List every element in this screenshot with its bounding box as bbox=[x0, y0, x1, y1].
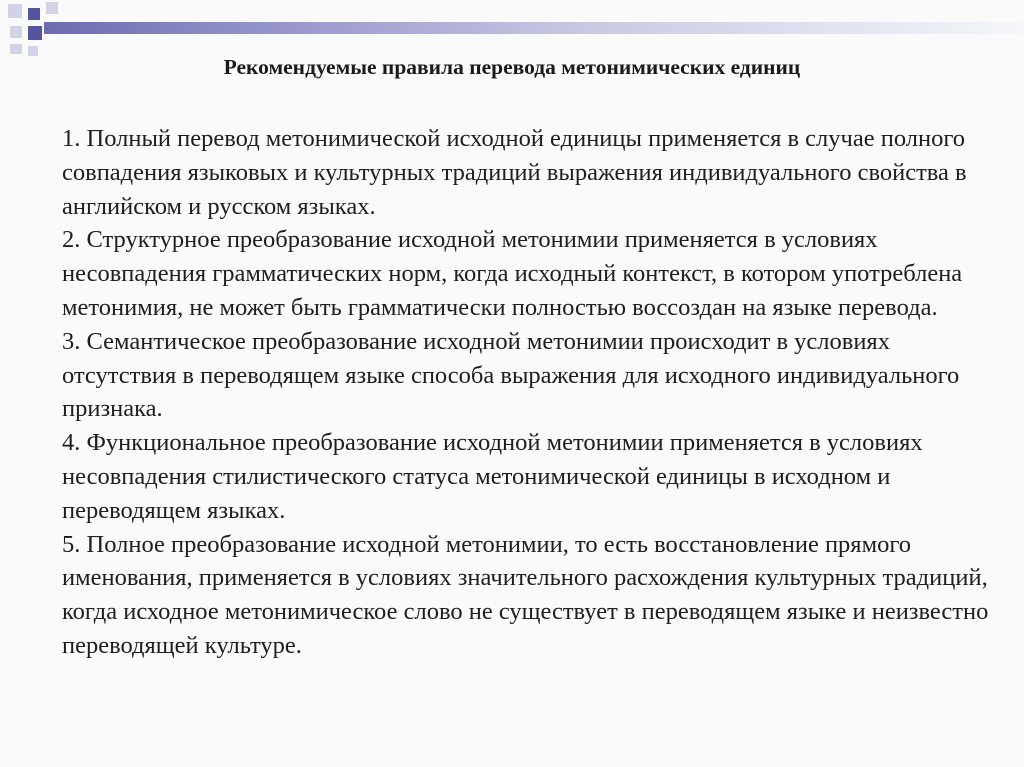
rule-item: 3. Семантическое преобразование исходной метонимии происходит в условиях отсутствия в переводящем языке способа выражения для исходного индивидуального признака. bbox=[62, 327, 960, 423]
decorative-square bbox=[28, 26, 42, 40]
rule-item: 4. Функциональное преобразование исходной метонимии применяется в условиях несовпадения стилистического статуса метонимической единицы в исходном и переводящем языках. bbox=[62, 429, 923, 524]
rules-list bbox=[62, 122, 1002, 663]
decorative-gradient-bar bbox=[44, 22, 1024, 34]
decorative-square bbox=[46, 2, 58, 14]
slide-title: Рекомендуемые правила перевода метонимических единиц bbox=[223, 55, 801, 79]
decorative-square bbox=[8, 4, 22, 18]
decorative-square bbox=[10, 26, 22, 38]
rule-item: 5. Полное преобразование исходной метонимии, то есть восстановление прямого именования, применяется в условиях значительного расхождения культурных традиций, когда исходное метонимическое слово не существует в переводящем языке и неизвестно переводящей культуре. bbox=[62, 530, 989, 659]
decorative-square bbox=[28, 8, 40, 20]
rule-item: 1. Полный перевод метонимической исходной единицы применяется в случае полного совпадения языковых и культурных традиций выражения индивидуального свойства в английском и русском языках. bbox=[62, 125, 967, 220]
rule-item: 2. Структурное преобразование исходной метонимии применяется в условиях несовпадения грамматических норм, когда исходный контекст, в котором употреблена метонимия, не может быть грамматически полностью воссоздан на языке перевода. bbox=[62, 226, 963, 321]
decorative-square bbox=[10, 44, 22, 54]
